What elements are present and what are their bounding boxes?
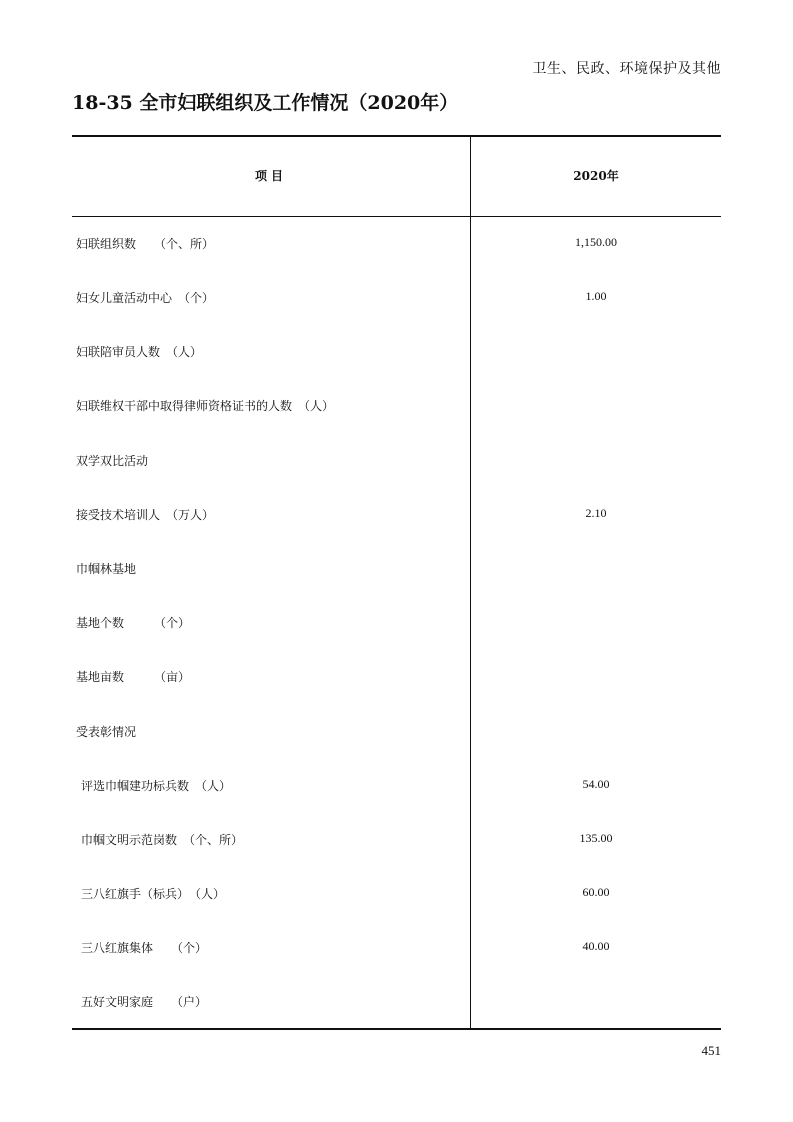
section-header: 卫生、民政、环境保护及其他 [532, 61, 721, 77]
row-label: 受表彰情况 [76, 725, 137, 739]
row-value: 60.00 [582, 885, 610, 899]
row-value: 54.00 [582, 777, 610, 791]
row-value: 1,150.00 [575, 235, 617, 249]
table-row [72, 397, 721, 417]
table-row [72, 831, 721, 851]
row-label: 巾帼文明示范岗数 （个、所） [81, 833, 244, 847]
row-label: 三八红旗集体 （个） [81, 941, 208, 955]
table-row [72, 343, 721, 363]
row-label: 基地个数 （个） [76, 616, 191, 630]
page-number: 451 [701, 1043, 721, 1058]
row-value: 2.10 [585, 506, 607, 520]
table-row [72, 560, 721, 580]
table-row [72, 614, 721, 634]
row-label: 基地亩数 （亩） [76, 670, 191, 684]
table-row [72, 289, 721, 309]
table-header-rule [72, 216, 721, 217]
row-label: 评选巾帼建功标兵数 （人） [81, 779, 232, 793]
table-row [72, 993, 721, 1013]
row-label: 三八红旗手（标兵） （人） [81, 887, 226, 901]
row-label: 妇女儿童活动中心 （个） [76, 291, 215, 305]
row-label: 妇联组织数 （个、所） [76, 237, 215, 251]
row-value: 135.00 [579, 831, 613, 845]
table-top-rule [72, 135, 721, 137]
table-row [72, 235, 721, 255]
column-header-item: 项目 [254, 169, 287, 183]
row-value: 40.00 [582, 939, 610, 953]
row-label: 妇联维权干部中取得律师资格证书的人数 （人） [76, 399, 335, 413]
row-label: 接受技术培训人 （万人） [76, 508, 215, 522]
row-label: 妇联陪审员人数 （人） [76, 345, 203, 359]
table-bottom-rule [72, 1028, 721, 1030]
row-label: 双学双比活动 [76, 454, 149, 468]
row-label: 五好文明家庭 （户） [81, 995, 208, 1009]
column-header-year: 2020年 [573, 169, 619, 183]
table-row [72, 885, 721, 905]
row-label: 巾帼林基地 [76, 562, 137, 576]
statistics-table [72, 135, 721, 1029]
table-row [72, 668, 721, 688]
table-row [72, 506, 721, 526]
table-row [72, 777, 721, 797]
table-title: 18-35 全市妇联组织及工作情况（2020年） [72, 92, 459, 114]
table-row [72, 939, 721, 959]
table-row [72, 723, 721, 743]
table-row [72, 452, 721, 472]
row-value: 1.00 [585, 289, 607, 303]
